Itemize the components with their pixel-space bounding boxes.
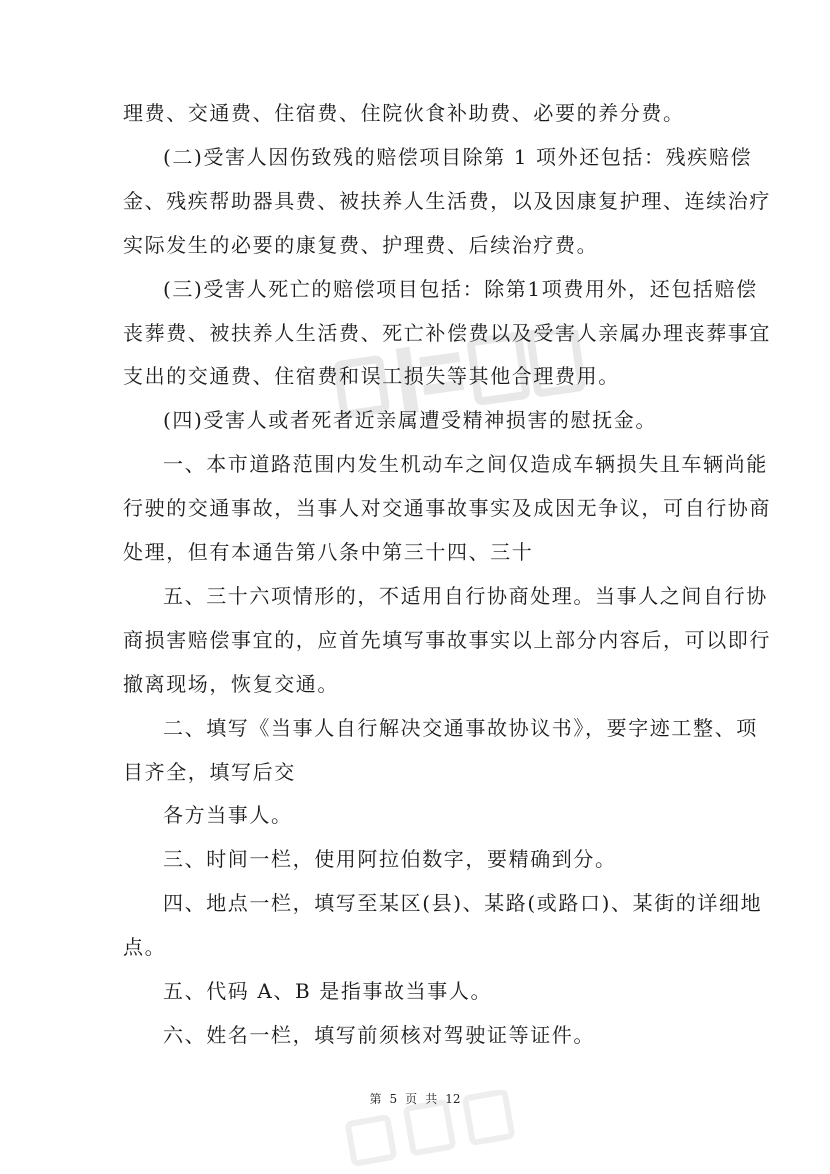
text-line: 商损害赔偿事宜的，应首先填写事故事实以上部分内容后，可以即行	[123, 628, 771, 652]
footer-prefix: 第	[369, 1092, 382, 1106]
footer-page-word: 页	[405, 1092, 418, 1106]
text-line: 实际发生的必要的康复费、护理费、后续治疗费。	[123, 233, 599, 257]
text-line: (三)受害人死亡的赔偿项目包括：除第1项费用外，还包括赔偿	[163, 277, 758, 301]
text-line: 五、三十六项情形的，不适用自行协商处理。当事人之间自行协	[163, 584, 768, 608]
text-line: 丧葬费、被扶养人生活费、死亡补偿费以及受害人亲属办理丧葬事宜	[123, 321, 771, 345]
text-line: 撤离现场，恢复交通。	[123, 672, 339, 696]
text-line: 目齐全，填写后交	[123, 760, 296, 784]
footer-page-number: 5	[389, 1092, 398, 1106]
text-line: 六、姓名一栏，填写前须核对驾驶证等证件。	[163, 1023, 595, 1047]
text-line: 三、时间一栏，使用阿拉伯数字，要精确到分。	[163, 847, 617, 871]
text-line: 四、地点一栏，填写至某区(县)、某路(或路口)、某街的详细地	[163, 891, 763, 915]
text-line: 五、代码 A、B 是指事故当事人。	[163, 979, 493, 1003]
footer-total-word: 共	[425, 1092, 438, 1106]
text-line: 二、填写《当事人自行解决交通事故协议书》，要字迹工整、项	[163, 716, 758, 740]
page-footer	[0, 1090, 830, 1107]
text-line: 行驶的交通事故，当事人对交通事故事实及成因无争议，可自行协商	[123, 496, 771, 520]
text-line: 各方当事人。	[163, 803, 293, 827]
text-line: 支出的交通费、住宿费和误工损失等其他合理费用。	[123, 364, 620, 388]
footer-total-pages: 12	[445, 1092, 461, 1106]
text-line: (四)受害人或者死者近亲属遭受精神损害的慰抚金。	[163, 408, 658, 432]
text-line: 金、残疾帮助器具费、被扶养人生活费，以及因康复护理、连续治疗	[123, 189, 771, 213]
text-line: 一、本市道路范围内发生机动车之间仅造成车辆损失且车辆尚能	[163, 452, 768, 476]
text-line: 处理，但有本通告第八条中第三十四、三十	[123, 540, 534, 564]
text-line: 点。	[123, 935, 167, 959]
text-line: (二)受害人因伤致残的赔偿项目除第 1 项外还包括：残疾赔偿	[163, 145, 753, 169]
text-line: 理费、交通费、住宿费、住院伙食补助费、必要的养分费。	[123, 101, 685, 125]
